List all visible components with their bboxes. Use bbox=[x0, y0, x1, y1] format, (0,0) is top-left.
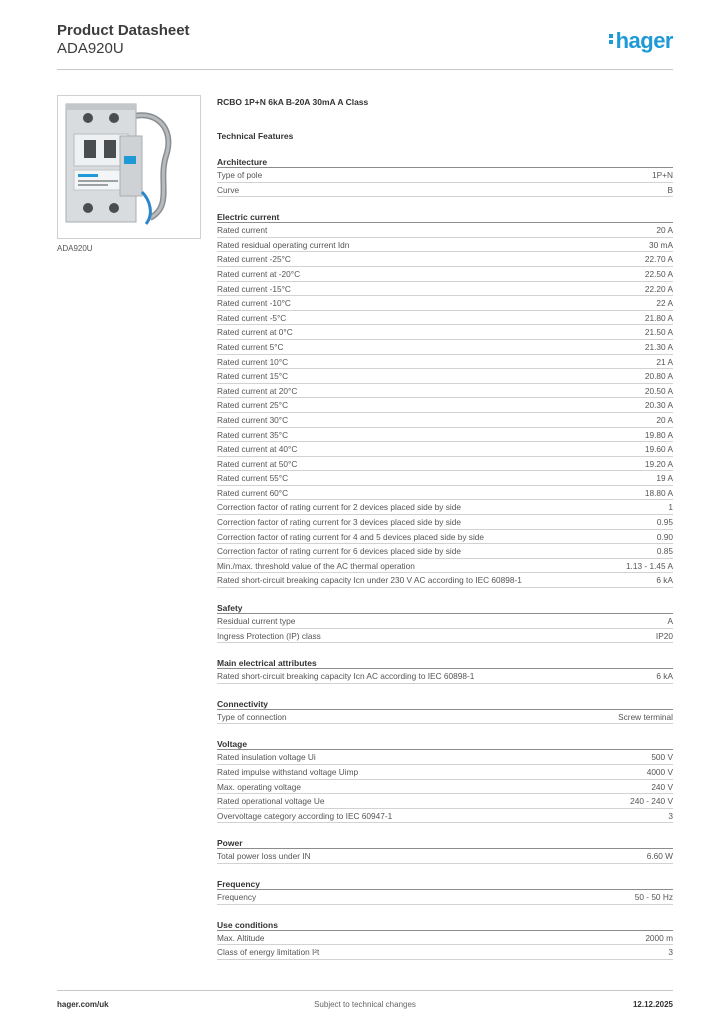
spec-row bbox=[217, 442, 673, 457]
spec-row bbox=[217, 669, 673, 684]
footer-date: 12.12.2025 bbox=[632, 1000, 673, 1009]
spec-value: 19.80 A bbox=[644, 429, 673, 440]
spec-row bbox=[217, 780, 673, 795]
spec-value: 22.70 A bbox=[644, 254, 673, 265]
spec-value: 6.60 W bbox=[646, 851, 673, 862]
spec-label: Rated short-circuit breaking capacity Icn AC according to IEC 60898-1 bbox=[217, 671, 475, 682]
spec-row bbox=[217, 384, 673, 399]
spec-label: Rated operational voltage Ue bbox=[217, 796, 325, 807]
spec-label: Correction factor of rating current for 2 devices placed side by side bbox=[217, 502, 461, 513]
spec-label: Rated current -10°C bbox=[217, 298, 291, 309]
spec-label: Total power loss under IN bbox=[217, 851, 311, 862]
spec-row bbox=[217, 794, 673, 809]
spec-value: 20.50 A bbox=[644, 385, 673, 396]
spec-row bbox=[217, 515, 673, 530]
section-title: Frequency bbox=[217, 878, 673, 890]
spec-label: Correction factor of rating current for 3 devices placed side by side bbox=[217, 517, 461, 528]
spec-label: Rated current -15°C bbox=[217, 283, 291, 294]
spec-label: Rated current at 50°C bbox=[217, 458, 298, 469]
section-architecture bbox=[217, 156, 673, 197]
spec-value: 21.30 A bbox=[644, 341, 673, 352]
spec-label: Min./max. threshold value of the AC thermal operation bbox=[217, 560, 415, 571]
spec-label: Max. operating voltage bbox=[217, 781, 301, 792]
section-safety bbox=[217, 602, 673, 643]
spec-label: Rated current 60°C bbox=[217, 487, 289, 498]
spec-row bbox=[217, 355, 673, 370]
section-main-electrical-attributes bbox=[217, 657, 673, 684]
spec-row bbox=[217, 945, 673, 960]
spec-value: 6 kA bbox=[656, 671, 673, 682]
spec-value: 3 bbox=[668, 810, 673, 821]
spec-label: Rated impulse withstand voltage Uimp bbox=[217, 767, 359, 777]
spec-row bbox=[217, 325, 673, 340]
spec-value: Screw terminal bbox=[618, 711, 673, 722]
spec-label: Rated current at -20°C bbox=[217, 268, 301, 279]
page-footer bbox=[57, 990, 673, 1016]
spec-value: 0.90 bbox=[656, 531, 673, 542]
footer-website[interactable]: hager.com/uk bbox=[57, 1000, 109, 1009]
spec-row bbox=[217, 398, 673, 413]
spec-label: Rated current -5°C bbox=[217, 312, 287, 323]
rcbo-device-icon bbox=[58, 96, 200, 238]
spec-row bbox=[217, 252, 673, 267]
spec-value: 0.85 bbox=[656, 546, 673, 557]
spec-label: Rated current 30°C bbox=[217, 414, 289, 425]
spec-row bbox=[217, 614, 673, 629]
spec-value: 4000 V bbox=[646, 767, 673, 777]
section-title: Main electrical attributes bbox=[217, 657, 673, 669]
spec-label: Rated insulation voltage Ui bbox=[217, 752, 316, 763]
spec-row bbox=[217, 486, 673, 501]
spec-row bbox=[217, 369, 673, 384]
spec-value: 19.60 A bbox=[644, 444, 673, 455]
section-power bbox=[217, 837, 673, 864]
section-title: Safety bbox=[217, 602, 673, 614]
spec-value: 20 A bbox=[656, 414, 673, 425]
hager-logo[interactable] bbox=[609, 28, 673, 54]
spec-row bbox=[217, 413, 673, 428]
section-frequency bbox=[217, 878, 673, 905]
spec-value: 22 A bbox=[656, 298, 673, 309]
spec-value: 0.95 bbox=[656, 517, 673, 528]
spec-label: Curve bbox=[217, 184, 240, 195]
spec-label: Rated current 25°C bbox=[217, 400, 289, 411]
image-caption: ADA920U bbox=[57, 244, 93, 253]
spec-row bbox=[217, 710, 673, 725]
spec-label: Residual current type bbox=[217, 616, 296, 627]
doc-subtitle: ADA920U bbox=[57, 40, 124, 57]
spec-label: Correction factor of rating current for 4 and 5 devices placed side by side bbox=[217, 531, 485, 542]
spec-row bbox=[217, 890, 673, 905]
spec-value: 22.20 A bbox=[644, 283, 673, 294]
spec-label: Type of pole bbox=[217, 170, 263, 180]
spec-value: 19 A bbox=[656, 473, 673, 484]
spec-row bbox=[217, 573, 673, 588]
spec-row bbox=[217, 168, 673, 183]
section-voltage bbox=[217, 738, 673, 823]
features-title: Technical Features bbox=[217, 131, 294, 141]
spec-row bbox=[217, 500, 673, 515]
spec-row bbox=[217, 296, 673, 311]
section-title: Voltage bbox=[217, 738, 673, 750]
spec-value: A bbox=[667, 616, 673, 627]
section-title: Architecture bbox=[217, 156, 673, 168]
spec-label: Correction factor of rating current for 6 devices placed side by side bbox=[217, 546, 461, 557]
spec-row bbox=[217, 530, 673, 545]
spec-value: 21 A bbox=[656, 356, 673, 367]
spec-label: Rated current 10°C bbox=[217, 356, 289, 367]
spec-label: Rated current -25°C bbox=[217, 254, 291, 265]
spec-value: 50 - 50 Hz bbox=[634, 891, 673, 902]
spec-value: 1 bbox=[668, 502, 673, 513]
spec-row bbox=[217, 311, 673, 326]
product-image bbox=[57, 95, 201, 239]
section-electric-current bbox=[217, 211, 673, 588]
product-name: RCBO 1P+N 6kA B-20A 30mA A Class bbox=[217, 97, 369, 107]
spec-label: Rated current 15°C bbox=[217, 371, 289, 382]
spec-label: Rated current 55°C bbox=[217, 473, 289, 484]
spec-row bbox=[217, 282, 673, 297]
spec-row bbox=[217, 267, 673, 282]
logo-text: hager bbox=[615, 28, 673, 53]
spec-row bbox=[217, 765, 673, 780]
feature-sections bbox=[217, 156, 673, 960]
spec-label: Rated current bbox=[217, 225, 268, 236]
technical-content bbox=[217, 96, 673, 960]
spec-value: 22.50 A bbox=[644, 268, 673, 279]
spec-row bbox=[217, 931, 673, 946]
spec-row bbox=[217, 809, 673, 824]
spec-value: 30 mA bbox=[649, 239, 673, 250]
spec-label: Frequency bbox=[217, 891, 257, 902]
spec-row bbox=[217, 471, 673, 486]
section-title: Connectivity bbox=[217, 698, 673, 710]
section-title: Power bbox=[217, 837, 673, 849]
section-connectivity bbox=[217, 698, 673, 725]
spec-label: Rated current 35°C bbox=[217, 429, 289, 440]
spec-row bbox=[217, 559, 673, 574]
spec-label: Rated current at 0°C bbox=[217, 327, 293, 338]
spec-value: 500 V bbox=[651, 752, 673, 763]
spec-value: 20 A bbox=[656, 225, 673, 236]
section-title: Electric current bbox=[217, 211, 673, 223]
spec-value: 21.80 A bbox=[644, 312, 673, 323]
spec-row bbox=[217, 428, 673, 443]
spec-value: 240 - 240 V bbox=[630, 796, 673, 807]
spec-value: 240 V bbox=[651, 781, 673, 792]
spec-value: 1.13 - 1.45 A bbox=[625, 560, 673, 571]
spec-label: Rated current at 40°C bbox=[217, 444, 298, 455]
spec-label: Overvoltage category according to IEC 60947-1 bbox=[217, 810, 393, 821]
footer-notice: Subject to technical changes bbox=[314, 1000, 416, 1009]
spec-row bbox=[217, 340, 673, 355]
spec-value: 20.80 A bbox=[644, 371, 673, 382]
spec-label: Max. Altitude bbox=[217, 932, 265, 943]
logo-colon-icon bbox=[609, 32, 614, 46]
spec-row bbox=[217, 544, 673, 559]
spec-label: Type of connection bbox=[217, 711, 287, 722]
spec-row bbox=[217, 183, 673, 198]
spec-row bbox=[217, 223, 673, 238]
section-title: Use conditions bbox=[217, 919, 673, 931]
spec-label: Rated short-circuit breaking capacity Icn under 230 V AC according to IEC 60898-1 bbox=[217, 575, 522, 586]
doc-title: Product Datasheet bbox=[57, 22, 190, 39]
spec-value: 1P+N bbox=[652, 170, 673, 180]
spec-row bbox=[217, 629, 673, 644]
spec-label: Rated residual operating current Idn bbox=[217, 239, 350, 250]
spec-row bbox=[217, 750, 673, 765]
spec-value: 2000 m bbox=[645, 932, 673, 943]
section-use-conditions bbox=[217, 919, 673, 960]
spec-label: Ingress Protection (IP) class bbox=[217, 630, 321, 641]
spec-row bbox=[217, 457, 673, 472]
spec-value: 6 kA bbox=[656, 575, 673, 586]
spec-row bbox=[217, 238, 673, 253]
spec-value: B bbox=[667, 184, 673, 195]
spec-label: Class of energy limitation I²t bbox=[217, 947, 320, 958]
spec-value: IP20 bbox=[655, 630, 673, 641]
spec-label: Rated current 5°C bbox=[217, 341, 284, 352]
spec-value: 20.30 A bbox=[644, 400, 673, 411]
page-header bbox=[57, 22, 673, 70]
spec-label: Rated current at 20°C bbox=[217, 385, 298, 396]
spec-value: 21.50 A bbox=[644, 327, 673, 338]
spec-row bbox=[217, 849, 673, 864]
spec-value: 3 bbox=[668, 947, 673, 958]
spec-value: 19.20 A bbox=[644, 458, 673, 469]
spec-value: 18.80 A bbox=[644, 487, 673, 498]
